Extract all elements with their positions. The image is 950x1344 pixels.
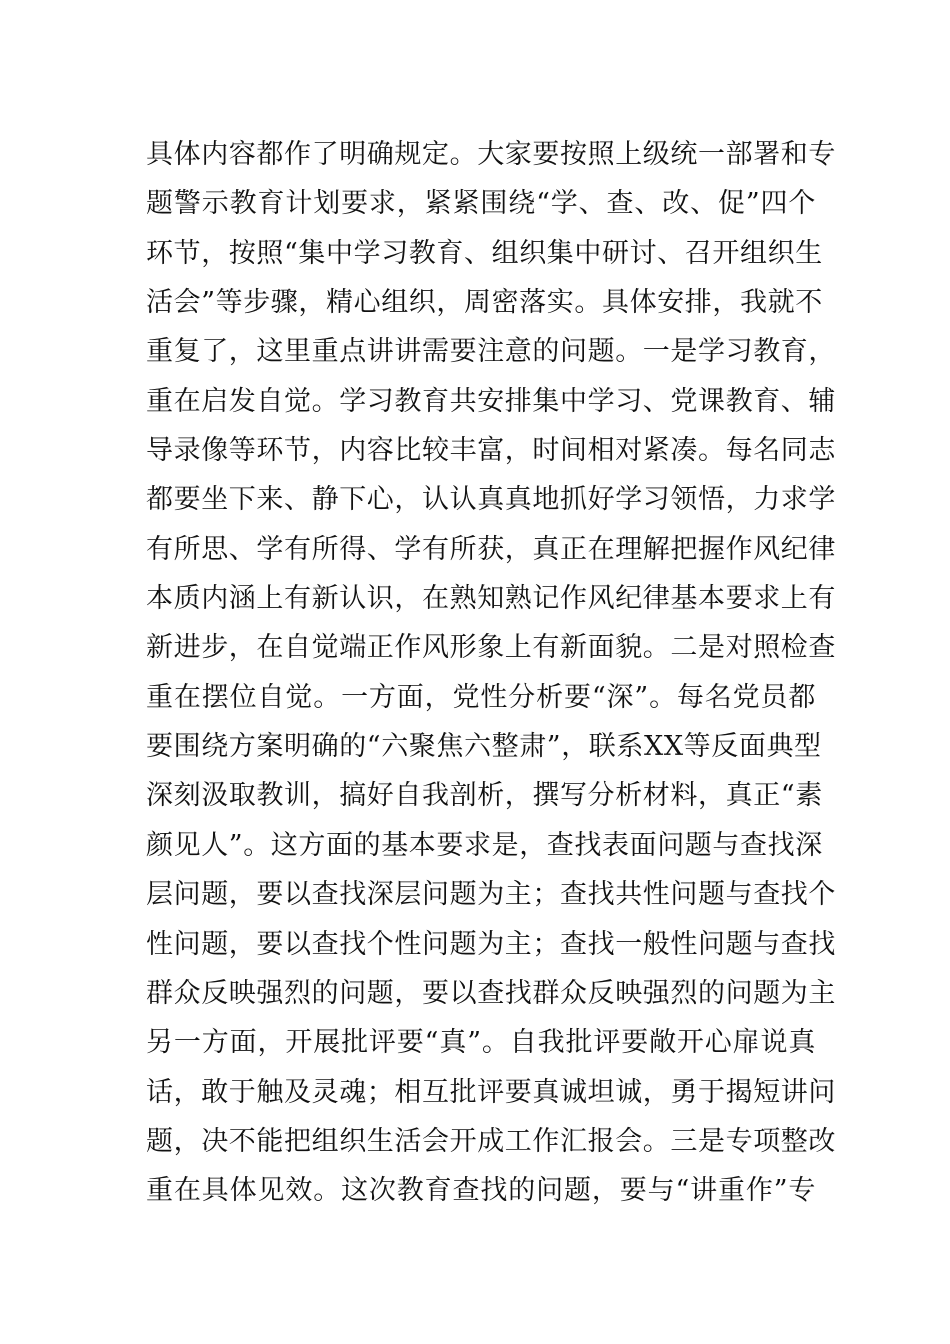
text-line: 颜见人”。这方面的基本要求是，查找表面问题与查找深 (146, 829, 823, 861)
text-line: 题警示教育计划要求，紧紧围绕“学、查、改、促”四个 (146, 188, 816, 220)
text-line: 重在启发自觉。学习教育共安排集中学习、党课教育、辅 (146, 385, 836, 417)
text-line: 环节，按照“集中学习教育、组织集中研讨、召开组织生 (146, 237, 823, 269)
text-line: 层问题，要以查找深层问题为主；查找共性问题与查找个 (146, 879, 836, 911)
text-line: 重在具体见效。这次教育查找的问题，要与“讲重作”专 (146, 1175, 816, 1207)
text-line: 具体内容都作了明确规定。大家要按照上级统一部署和专 (146, 139, 836, 170)
body-text (146, 130, 836, 1216)
text-line: 都要坐下来、静下心，认认真真地抓好学习领悟，力求学 (146, 484, 836, 516)
text-line: 新进步，在自觉端正作风形象上有新面貌。二是对照检查 (146, 632, 836, 664)
text-line: 导录像等环节，内容比较丰富，时间相对紧凑。每名同志 (146, 435, 836, 467)
text-line: 有所思、学有所得、学有所获，真正在理解把握作风纪律 (146, 533, 836, 565)
text-line: 活会”等步骤，精心组织，周密落实。具体安排，我就不 (146, 287, 823, 319)
text-line: 要围绕方案明确的“六聚焦六整肃”，联系XX等反面典型 (146, 731, 822, 763)
text-line: 深刻汲取教训，搞好自我剖析，撰写分析材料，真正“素 (146, 780, 823, 812)
text-line: 另一方面，开展批评要“真”。自我批评要敞开心扉说真 (146, 1027, 816, 1059)
text-line: 话，敢于触及灵魂；相互批评要真诚坦诚，勇于揭短讲问 (146, 1076, 836, 1108)
text-line: 本质内涵上有新认识，在熟知熟记作风纪律基本要求上有 (146, 583, 836, 615)
text-line: 群众反映强烈的问题，要以查找群众反映强烈的问题为主 (146, 977, 836, 1009)
text-line: 题，决不能把组织生活会开成工作汇报会。三是专项整改 (146, 1125, 836, 1157)
text-line: 性问题，要以查找个性问题为主；查找一般性问题与查找 (146, 928, 836, 960)
text-line: 重复了，这里重点讲讲需要注意的问题。一是学习教育， (146, 336, 836, 368)
text-line: 重在摆位自觉。一方面，党性分析要“深”。每名党员都 (146, 681, 816, 713)
